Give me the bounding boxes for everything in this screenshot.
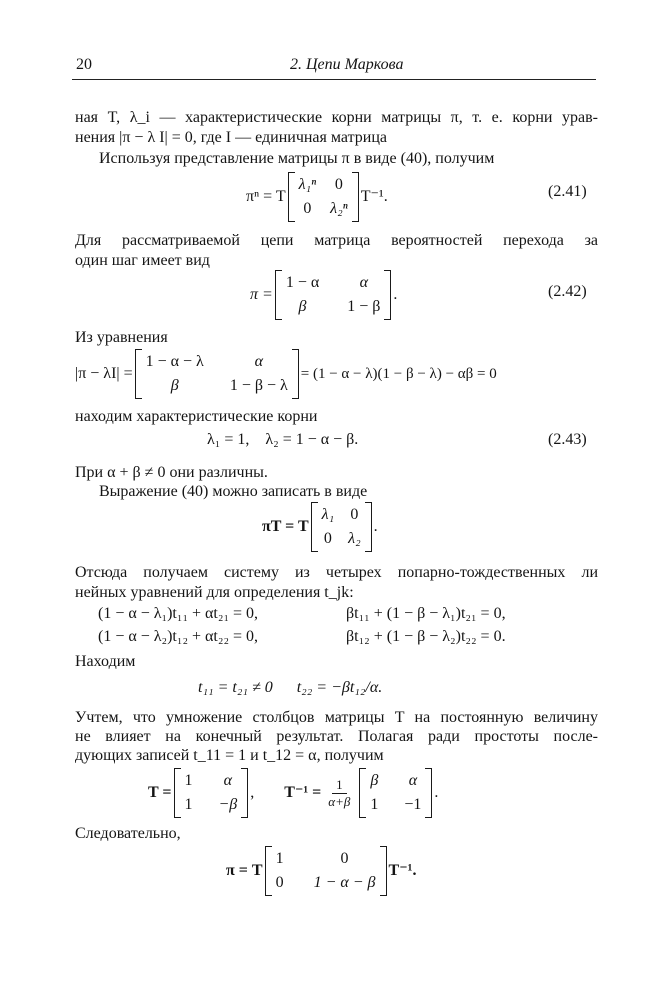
eq-body: βt₁₁ + (1 − β − λ₁)t₂₁ = 0, (346, 605, 506, 622)
matrix-cell: β (298, 298, 307, 315)
eq-lhs: πⁿ = T (246, 188, 286, 205)
matrix-cell: 1 − α − β (313, 874, 376, 891)
matrix-cell: 1 (370, 796, 379, 813)
matrix (265, 846, 387, 896)
matrix-cell: 1 − β (347, 298, 381, 315)
equation-2-42 (250, 270, 397, 320)
matrix-cell: 0 (303, 200, 312, 217)
eq-rhs: = (1 − α − λ)(1 − β − λ) − αβ = 0 (300, 366, 497, 382)
left-bracket (359, 768, 366, 818)
equation-final (226, 846, 416, 896)
right-bracket (292, 349, 299, 399)
eq-inverse-lhs: T⁻¹ = (284, 784, 322, 801)
text-line: нейных уравнений для определения t_jk: (75, 584, 354, 601)
matrix-cell: λ₁ⁿ (298, 176, 317, 193)
equation-piT (262, 502, 378, 552)
matrix-cell: −1 (404, 796, 422, 813)
matrix-cell: 1 (184, 796, 193, 813)
equation-2-43 (207, 430, 358, 450)
equation-number: (2.42) (548, 283, 587, 300)
equation-found (198, 678, 382, 698)
left-bracket (275, 270, 282, 320)
text-line: дующих записей t_11 = 1 и t_12 = α, получим (75, 747, 384, 764)
text-line: Выражение (40) можно записать в виде (99, 483, 368, 500)
system-row-1b (346, 604, 506, 624)
equation-number: (2.41) (548, 183, 587, 200)
eq-lhs: T = (148, 784, 172, 801)
right-bracket (352, 172, 359, 222)
eq-lhs: |π − λI| = (75, 365, 133, 382)
fraction-denominator: α+β (328, 793, 351, 809)
eq-tail: . (434, 784, 439, 801)
matrix (288, 172, 359, 222)
right-bracket (425, 768, 432, 818)
text-line: Из уравнения (75, 329, 168, 346)
matrix (359, 768, 432, 818)
eq-body: βt₁₂ + (1 − β − λ₂)t₂₂ = 0. (346, 628, 506, 645)
text-line: не влияет на конечный результат. Полагая ради простоты после- (75, 728, 598, 745)
matrix (275, 270, 392, 320)
eq-lhs: π = (250, 286, 273, 303)
matrix (174, 768, 249, 818)
left-bracket (174, 768, 181, 818)
matrix-cell: β (370, 772, 379, 789)
eq-tail: T⁻¹. (388, 862, 417, 879)
matrix-cell: β (170, 377, 179, 394)
left-bracket (265, 846, 272, 896)
right-bracket (241, 768, 248, 818)
matrix-cell: α (223, 772, 233, 789)
system-row-2a (98, 627, 258, 647)
matrix-cell: 0 (340, 850, 349, 867)
matrix-cell: α (359, 274, 368, 291)
system-row-2b (346, 627, 506, 647)
eq-separator: , (250, 784, 255, 801)
fraction-numerator: 1 (332, 777, 347, 794)
text-line: нения |π − λ I| = 0, где I — единичная матрица (75, 129, 388, 146)
text-line: При α + β ≠ 0 они различны. (75, 464, 268, 481)
text-line: Учтем, что умножение столбцов матрицы T на постоянную величину (75, 709, 598, 726)
system-row-1a (98, 604, 258, 624)
equation-2-41 (246, 172, 388, 222)
matrix-cell: 1 (184, 772, 193, 789)
text-line: один шаг имеет вид (75, 252, 210, 269)
matrix-cell: 0 (334, 176, 343, 193)
page-number: 20 (76, 56, 92, 73)
text-line: Находим (75, 653, 136, 670)
text-line: Следовательно, (75, 825, 181, 842)
right-bracket (384, 270, 391, 320)
left-bracket (135, 349, 142, 399)
matrix-cell: −β (218, 796, 238, 813)
eq-tail: T⁻¹. (360, 188, 388, 205)
text-line: Для рассматриваемой цепи матрица вероятностей перехода за (75, 232, 598, 249)
matrix-cell: 1 − β − λ (229, 377, 288, 394)
matrix-cell: 1 − α − λ (145, 353, 204, 370)
matrix-cell: 0 (350, 506, 359, 523)
matrix-cell: 0 (323, 530, 332, 547)
eq-lhs: π = T (226, 862, 263, 879)
eq-body: (1 − α − λ₁)t₁₁ + αt₂₁ = 0, (98, 605, 259, 622)
fraction (324, 777, 354, 810)
matrix-cell: λ₁ (321, 506, 335, 523)
left-bracket (311, 502, 318, 552)
eq-body: (1 − α − λ₂)t₁₂ + αt₂₂ = 0, (98, 628, 259, 645)
matrix-cell: λ₂ (348, 530, 361, 547)
matrix-cell: α (254, 353, 263, 370)
eq-body: t₁₁ = t₂₁ ≠ 0 t₂₂ = −βt₁₂/α. (198, 679, 383, 696)
eq-tail: . (393, 286, 398, 303)
text-line: Отсюда получаем систему из четырех попарно-тождественных ли (75, 564, 598, 581)
matrix-cell: λ₂ⁿ (330, 200, 348, 217)
equation-number: (2.43) (548, 431, 587, 448)
matrix-cell: α (408, 772, 418, 789)
left-bracket (288, 172, 295, 222)
equation-T-definition (148, 768, 438, 818)
text-line: Используя представление матрицы π в виде (40), получим (99, 150, 495, 167)
eq-lhs: πT = T (262, 518, 309, 535)
right-bracket (380, 846, 387, 896)
characteristic-equation (75, 349, 497, 399)
text-line: находим характеристические корни (75, 408, 318, 425)
matrix-cell: 0 (275, 874, 284, 891)
matrix-cell: 1 − α (285, 274, 320, 291)
running-header: 2. Цепи Маркова (290, 56, 404, 73)
right-bracket (365, 502, 372, 552)
eq-tail: . (373, 518, 378, 535)
matrix (135, 349, 299, 399)
text-line: ная T, λ_i — характеристические корни матрицы π, т. е. корни урав- (75, 109, 598, 126)
eq-body: λ₁ = 1, λ₂ = 1 − α − β. (207, 431, 359, 448)
header-rule (72, 79, 596, 80)
matrix-cell: 1 (275, 850, 284, 867)
matrix (311, 502, 372, 552)
